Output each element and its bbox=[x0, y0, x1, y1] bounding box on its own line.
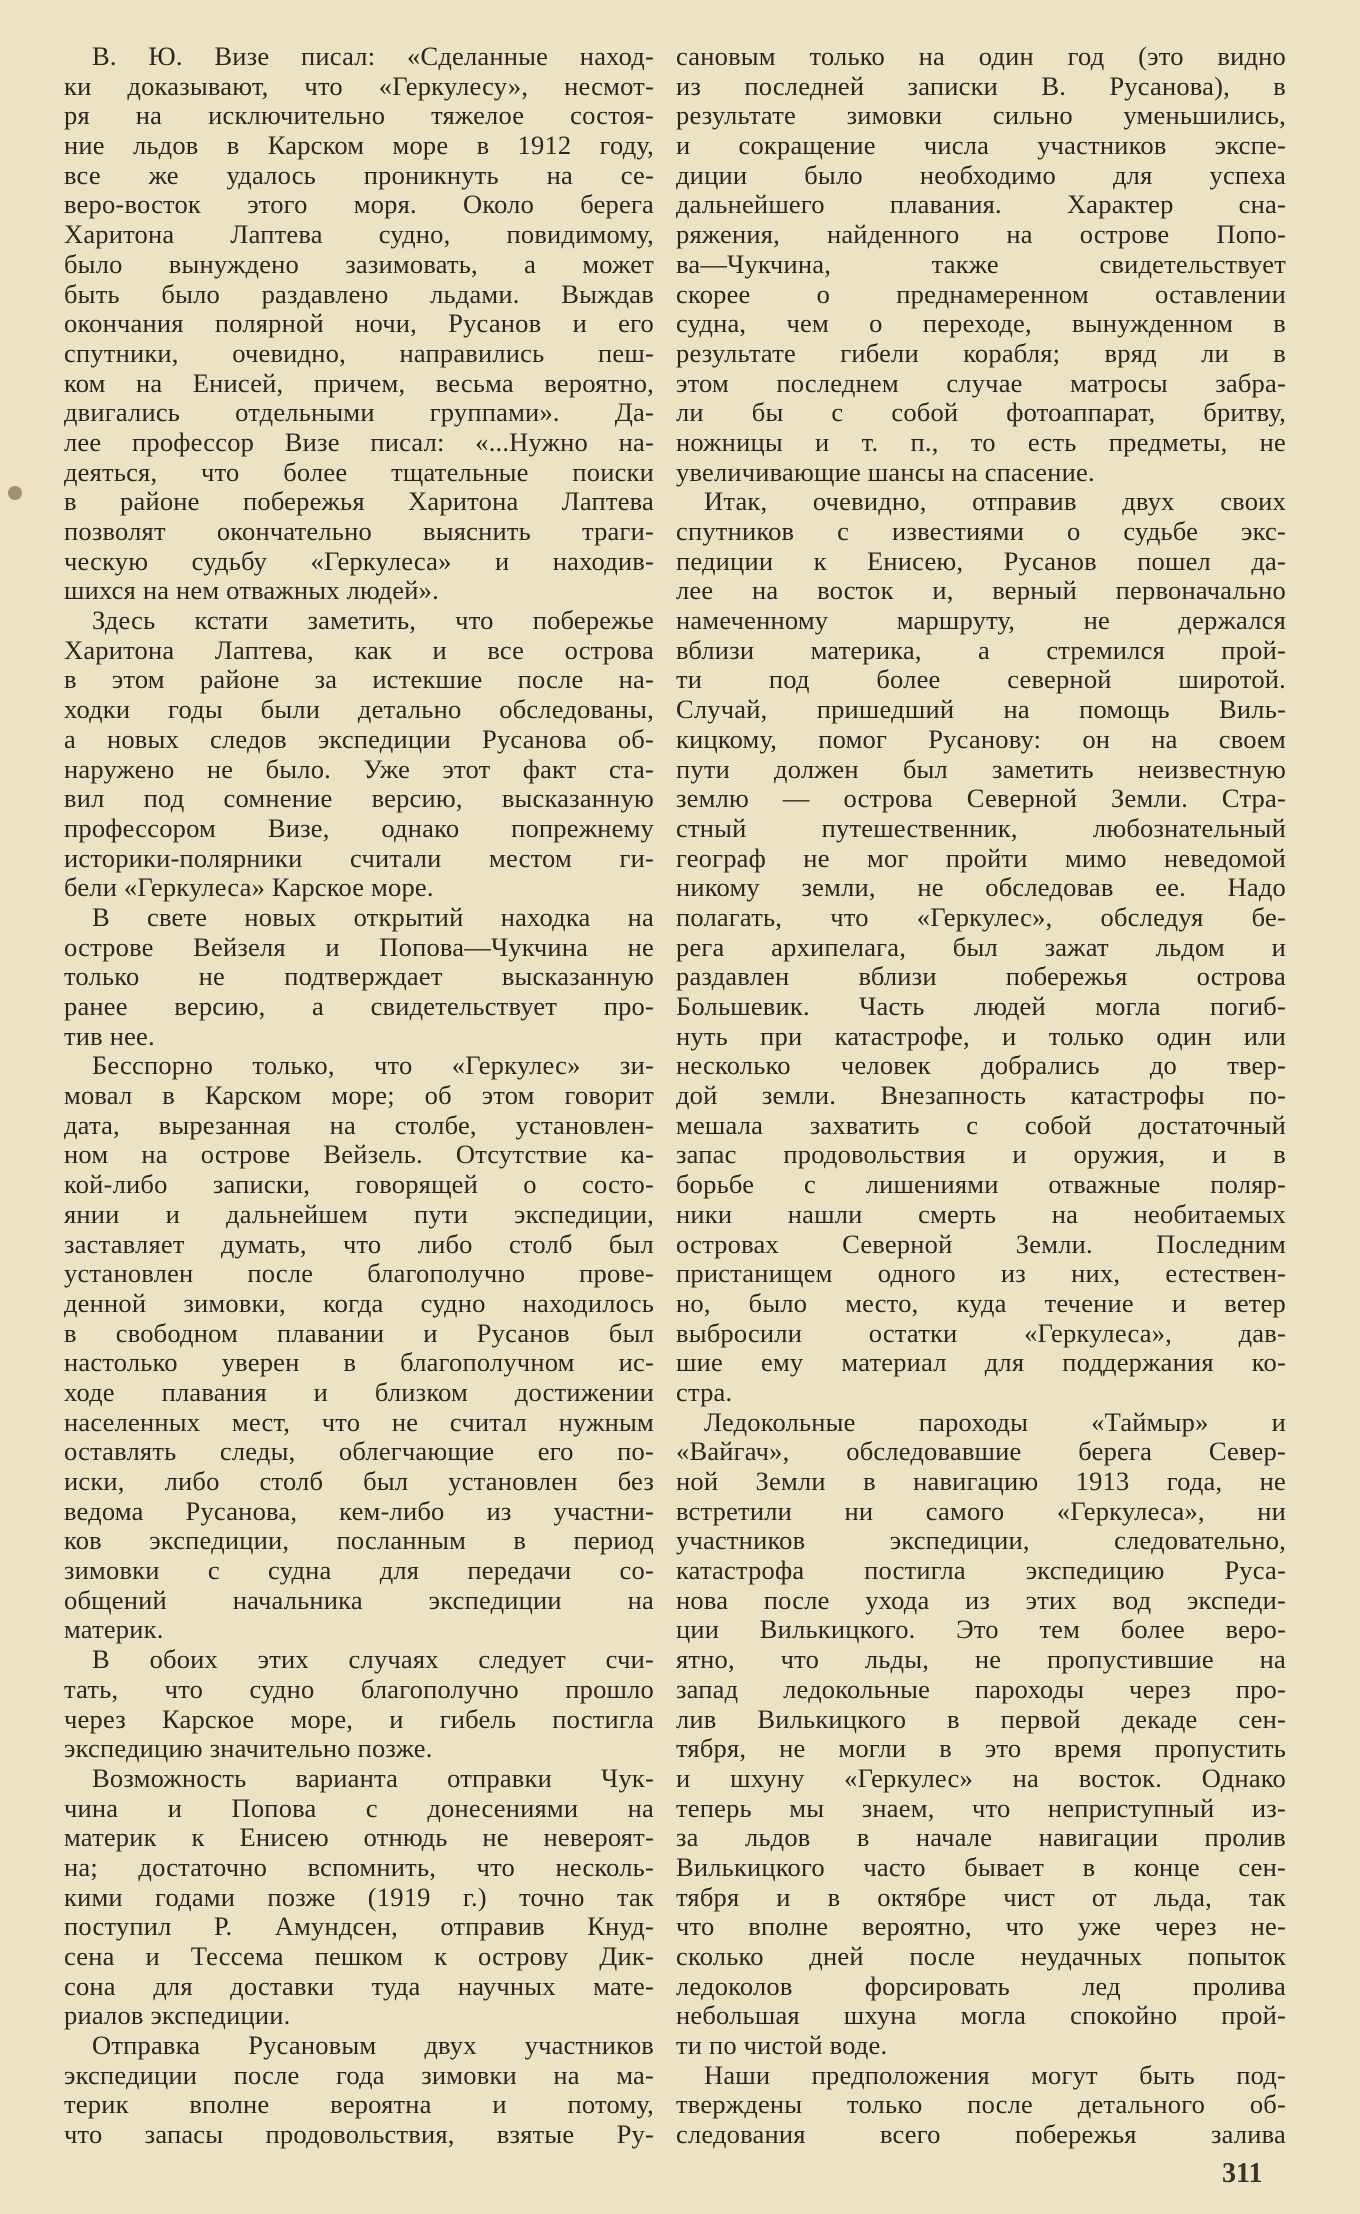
text-line: на; достаточно вспомнить, что несколь- bbox=[64, 1852, 654, 1882]
text-line: ции Вилькицкого. Это тем более веро- bbox=[676, 1615, 1286, 1645]
text-line: тября, не могли в это время пропустить bbox=[676, 1734, 1286, 1764]
text-line: что вполне вероятно, что уже через не- bbox=[676, 1912, 1286, 1942]
text-line: пристанищем одного из них, естествен- bbox=[676, 1259, 1286, 1289]
paragraph bbox=[64, 606, 654, 903]
text-line: участников экспедиции, следовательно, bbox=[676, 1526, 1286, 1556]
text-line: мешала захватить с собой достаточный bbox=[676, 1110, 1286, 1140]
text-line: кими годами позже (1919 г.) точно так bbox=[64, 1882, 654, 1912]
paragraph bbox=[64, 903, 654, 1051]
text-line: тября и в октябре чист от льда, так bbox=[676, 1882, 1286, 1912]
text-line: Бесспорно только, что «Геркулес» зи- bbox=[92, 1051, 654, 1081]
text-line: в районе побережья Харитона Лаптева bbox=[64, 487, 654, 517]
text-line: было вынуждено зазимовать, а может bbox=[64, 249, 654, 279]
page-number: 311 bbox=[1222, 2158, 1263, 2189]
text-line: пути должен был заметить неизвестную bbox=[676, 754, 1286, 784]
text-line: мовал в Карском море; об этом говорит bbox=[64, 1081, 654, 1111]
text-line: зимовки с судна для передачи со- bbox=[64, 1556, 654, 1586]
text-line: а новых следов экспедиции Русанова об- bbox=[64, 724, 654, 754]
text-line: раздавлен вблизи побережья острова bbox=[676, 962, 1286, 992]
text-line: ятно, что льды, не пропустившие на bbox=[676, 1645, 1286, 1675]
paragraph bbox=[64, 1051, 654, 1645]
text-line: запад ледокольные пароходы через про- bbox=[676, 1674, 1286, 1704]
text-line: следования всего побережья залива bbox=[676, 2120, 1286, 2150]
text-line: все же удалось проникнуть на се- bbox=[64, 160, 654, 190]
text-line: настолько уверен в благополучном ис- bbox=[64, 1348, 654, 1378]
text-line: географ не мог пройти мимо неведомой bbox=[676, 843, 1286, 873]
text-line: борьбе с лишениями отважные поляр- bbox=[676, 1170, 1286, 1200]
text-line: профессором Визе, однако попрежнему bbox=[64, 813, 654, 843]
text-line: сена и Тессема пешком к острову Дик- bbox=[64, 1942, 654, 1971]
text-line: ки доказывают, что «Геркулесу», несмот- bbox=[64, 71, 654, 101]
text-line: В. Ю. Визе писал: «Сделанные наход- bbox=[92, 42, 654, 71]
text-line: и шхуну «Геркулес» на восток. Однако bbox=[676, 1763, 1286, 1793]
text-line: ном на острове Вейзель. Отсутствие ка- bbox=[64, 1140, 654, 1170]
text-line: вблизи материка, а стремился прой- bbox=[676, 635, 1286, 665]
text-line: этом последнем случае матросы забра- bbox=[676, 368, 1286, 398]
text-line: теперь мы знаем, что неприступный из- bbox=[676, 1793, 1286, 1823]
text-line: Здесь кстати заметить, что побережье bbox=[92, 606, 654, 636]
text-line: «Вайгач», обследовавшие берега Север- bbox=[676, 1437, 1286, 1467]
text-line: через Карское море, и гибель постигла bbox=[64, 1704, 654, 1734]
text-line: Харитона Лаптева судно, повидимому, bbox=[64, 220, 654, 250]
text-line: ва—Чукчина, также свидетельствует bbox=[676, 249, 1286, 279]
text-line: сановым только на один год (это видно bbox=[676, 42, 1286, 71]
text-line: наружено не было. Уже этот факт ста- bbox=[64, 754, 654, 784]
text-line: скорее о преднамеренном оставлении bbox=[676, 279, 1286, 309]
text-line: ранее версию, а свидетельствует про- bbox=[64, 992, 654, 1021]
text-line: экспедиции после года зимовки на ма- bbox=[64, 2060, 654, 2090]
paragraph bbox=[64, 1764, 654, 2031]
text-line: и сокращение числа участников экспе- bbox=[676, 131, 1286, 161]
text-line: позволят окончательно выяснить траги- bbox=[64, 517, 654, 546]
text-line: Большевик. Часть людей могла погиб- bbox=[676, 992, 1286, 1021]
text-column-left bbox=[64, 42, 654, 2150]
paragraph bbox=[676, 487, 1286, 1407]
text-line: спутников с известиями о судьбе экс- bbox=[676, 517, 1286, 546]
text-line: диции было необходимо для успеха bbox=[676, 160, 1286, 190]
text-line: материк к Енисею отнюдь не невероят- bbox=[64, 1823, 654, 1853]
text-line: веро-восток этого моря. Около берега bbox=[64, 190, 654, 220]
text-line: В обоих этих случаях следует счи- bbox=[92, 1645, 654, 1675]
text-line: населенных мест, что не считал нужным bbox=[64, 1407, 654, 1437]
text-line: ледоколов форсировать лед пролива bbox=[676, 1971, 1286, 2001]
text-line: в этом районе за истекшие после на- bbox=[64, 665, 654, 695]
text-line: острове Вейзеля и Попова—Чукчина не bbox=[64, 932, 654, 962]
text-line: общений начальника экспедиции на bbox=[64, 1585, 654, 1615]
text-line: ти под более северной широтой. bbox=[676, 665, 1286, 695]
text-line: риалов экспедиции. bbox=[64, 2001, 291, 2031]
text-line: но, было место, куда течение и ветер bbox=[676, 1288, 1286, 1318]
text-line: оставлять следы, облегчающие его по- bbox=[64, 1437, 654, 1467]
text-line: тать, что судно благополучно прошло bbox=[64, 1674, 654, 1704]
text-line: ведома Русанова, кем-либо из участни- bbox=[64, 1496, 654, 1526]
text-line: рега архипелага, был зажат льдом и bbox=[676, 932, 1286, 962]
text-line: кой-либо записки, говорящей о состо- bbox=[64, 1170, 654, 1200]
text-line: заставляет думать, что либо столб был bbox=[64, 1229, 654, 1259]
text-line: ря на исключительно тяжелое состоя- bbox=[64, 101, 654, 131]
text-line: Отправка Русановым двух участников bbox=[92, 2031, 654, 2061]
text-line: поступил Р. Амундсен, отправив Кнуд- bbox=[64, 1912, 654, 1942]
text-line: дой земли. Внезапность катастрофы по- bbox=[676, 1081, 1286, 1111]
text-line: ходе плавания и близком достижении bbox=[64, 1377, 654, 1407]
text-line: дата, вырезанная на столбе, установлен- bbox=[64, 1110, 654, 1140]
text-line: денной зимовки, когда судно находилось bbox=[64, 1288, 654, 1318]
text-line: ком на Енисей, причем, весьма вероятно, bbox=[64, 368, 654, 398]
text-line: никому земли, не обследовав ее. Надо bbox=[676, 873, 1286, 903]
text-line: лив Вилькицкого в первой декаде сен- bbox=[676, 1704, 1286, 1734]
text-column-right bbox=[676, 42, 1286, 2150]
text-line: ники нашли смерть на необитаемых bbox=[676, 1199, 1286, 1229]
text-line: окончания полярной ночи, Русанов и его bbox=[64, 309, 654, 339]
text-line: Вилькицкого часто бывает в конце сен- bbox=[676, 1852, 1286, 1882]
text-line: экспедицию значительно позже. bbox=[64, 1734, 433, 1764]
text-line: Случай, пришедший на помощь Виль- bbox=[676, 695, 1286, 725]
text-line: ческую судьбу «Геркулеса» и находив- bbox=[64, 546, 654, 576]
text-line: дальнейшего плавания. Характер сна- bbox=[676, 190, 1286, 220]
text-line: тив нее. bbox=[64, 1021, 155, 1051]
text-line: установлен после благополучно прове- bbox=[64, 1259, 654, 1289]
text-line: запас продовольствия и оружия, и в bbox=[676, 1140, 1286, 1170]
text-line: несколько человек добрались до твер- bbox=[676, 1051, 1286, 1081]
text-line: шихся на нем отважных людей». bbox=[64, 576, 439, 606]
text-line: ти по чистой воде. bbox=[676, 2031, 888, 2061]
text-line: сона для доставки туда научных мате- bbox=[64, 1971, 654, 2001]
text-line: Возможность варианта отправки Чук- bbox=[92, 1763, 654, 1793]
text-line: ли бы с собой фотоаппарат, бритву, bbox=[676, 398, 1286, 428]
text-line: выбросили остатки «Геркулеса», дав- bbox=[676, 1318, 1286, 1348]
paragraph bbox=[676, 1408, 1286, 2061]
paragraph bbox=[64, 2031, 654, 2150]
text-line: результате гибели корабля; вряд ли в bbox=[676, 338, 1286, 368]
text-line: ков экспедиции, посланным в период bbox=[64, 1526, 654, 1556]
paragraph bbox=[676, 42, 1286, 487]
text-line: стный путешественник, любознательный bbox=[676, 813, 1286, 843]
text-line: сколько дней после неудачных попыток bbox=[676, 1942, 1286, 1971]
text-line: В свете новых открытий находка на bbox=[92, 902, 654, 932]
text-line: нуть при катастрофе, и только один или bbox=[676, 1021, 1286, 1051]
text-line: результате зимовки сильно уменьшились, bbox=[676, 101, 1286, 131]
text-line: полагать, что «Геркулес», обследуя бе- bbox=[676, 902, 1286, 932]
text-line: шие ему материал для поддержания ко- bbox=[676, 1348, 1286, 1378]
paragraph bbox=[676, 2061, 1286, 2150]
text-line: вил под сомнение версию, высказанную bbox=[64, 784, 654, 814]
text-line: Итак, очевидно, отправив двух своих bbox=[704, 487, 1286, 517]
text-line: кицкому, помог Русанову: он на своем bbox=[676, 724, 1286, 754]
text-line: спутники, очевидно, направились пеш- bbox=[64, 338, 654, 368]
text-line: двигались отдельными группами». Да- bbox=[64, 398, 654, 428]
text-line: иски, либо столб был установлен без bbox=[64, 1467, 654, 1496]
text-line: лее на восток и, верный первоначально bbox=[676, 576, 1286, 606]
text-line: нова после ухода из этих вод экспеди- bbox=[676, 1585, 1286, 1615]
text-line: чина и Попова с донесениями на bbox=[64, 1793, 654, 1823]
text-line: Наши предположения могут быть под- bbox=[704, 2060, 1286, 2090]
paragraph bbox=[64, 1645, 654, 1764]
text-line: увеличивающие шансы на спасение. bbox=[676, 457, 1095, 487]
text-line: в свободном плавании и Русанов был bbox=[64, 1318, 654, 1348]
text-line: терик вполне вероятна и потому, bbox=[64, 2090, 654, 2120]
text-line: намеченному маршруту, не держался bbox=[676, 606, 1286, 636]
text-line: янии и дальнейшем пути экспедиции, bbox=[64, 1199, 654, 1229]
text-line: Харитона Лаптева, как и все острова bbox=[64, 635, 654, 665]
text-line: что запасы продовольствия, взятые Ру- bbox=[64, 2120, 654, 2150]
text-line: встретили ни самого «Геркулеса», ни bbox=[676, 1496, 1286, 1526]
text-line: деяться, что более тщательные поиски bbox=[64, 457, 654, 487]
text-line: историки-полярники считали местом ги- bbox=[64, 843, 654, 873]
text-line: за льдов в начале навигации пролив bbox=[676, 1823, 1286, 1853]
text-line: тверждены только после детального об- bbox=[676, 2090, 1286, 2120]
ink-blot bbox=[8, 486, 22, 500]
text-line: небольшая шхуна могла спокойно прой- bbox=[676, 2001, 1286, 2031]
text-line: ряжения, найденного на острове Попо- bbox=[676, 220, 1286, 250]
text-line: катастрофа постигла экспедицию Руса- bbox=[676, 1556, 1286, 1586]
text-line: стра. bbox=[676, 1377, 733, 1407]
text-line: ной Земли в навигацию 1913 года, не bbox=[676, 1467, 1286, 1496]
text-line: судна, чем о переходе, вынужденном в bbox=[676, 309, 1286, 339]
text-line: лее профессор Визе писал: «...Нужно на- bbox=[64, 427, 654, 457]
text-line: из последней записки В. Русанова), в bbox=[676, 71, 1286, 101]
text-line: только не подтверждает высказанную bbox=[64, 962, 654, 992]
text-line: ходки годы были детально обследованы, bbox=[64, 695, 654, 725]
text-line: землю — острова Северной Земли. Стра- bbox=[676, 784, 1286, 814]
text-line: материк. bbox=[64, 1615, 164, 1645]
text-line: бели «Геркулеса» Карское море. bbox=[64, 873, 434, 903]
text-line: ножницы и т. п., то есть предметы, не bbox=[676, 427, 1286, 457]
text-line: ние льдов в Карском море в 1912 году, bbox=[64, 131, 654, 161]
text-line: педиции к Енисею, Русанов пошел да- bbox=[676, 546, 1286, 576]
text-line: быть было раздавлено льдами. Выждав bbox=[64, 279, 654, 309]
text-line: островах Северной Земли. Последним bbox=[676, 1229, 1286, 1259]
paragraph bbox=[64, 42, 654, 606]
text-line: Ледокольные пароходы «Таймыр» и bbox=[704, 1407, 1286, 1437]
